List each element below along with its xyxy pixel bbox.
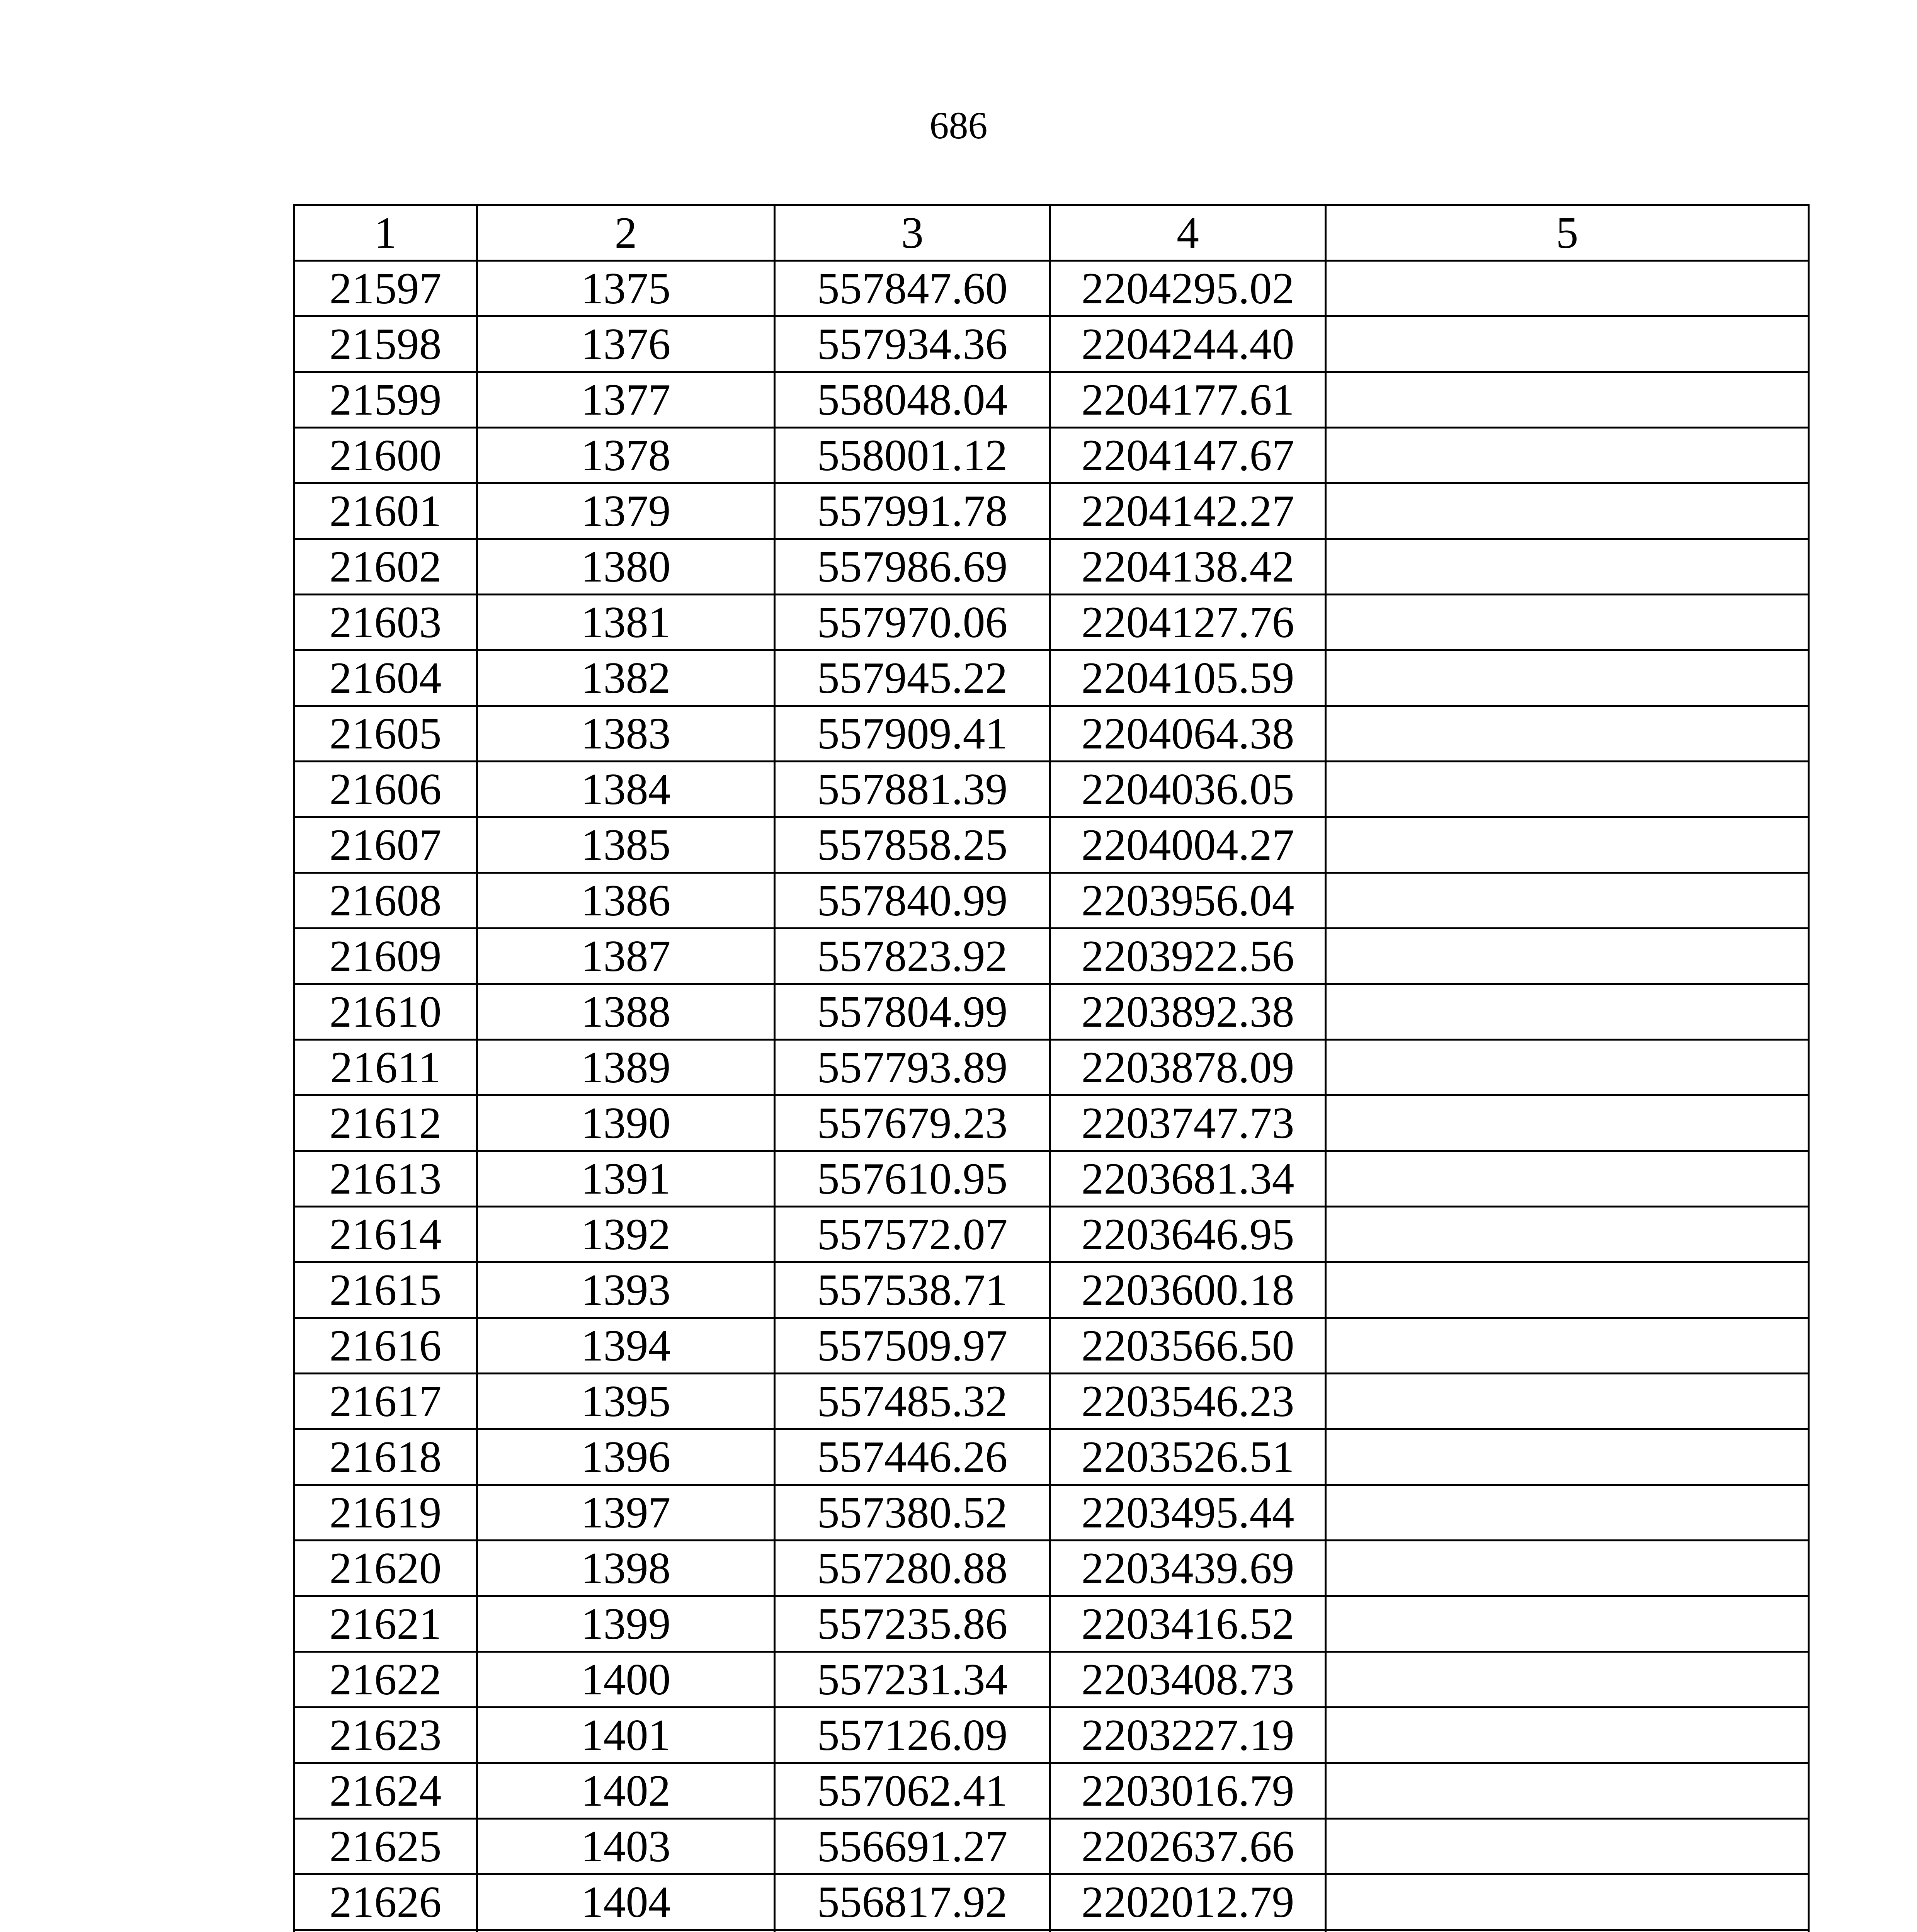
table-row bbox=[294, 1318, 1809, 1374]
table-cell-col-4: 2203495.44 bbox=[1050, 1485, 1326, 1541]
table-cell-col-2: 1378 bbox=[477, 428, 775, 483]
table-cell-col-4: 2204147.67 bbox=[1050, 428, 1326, 483]
table-cell-col-5 bbox=[1326, 650, 1809, 706]
table-cell-col-1: 21626 bbox=[294, 1874, 477, 1930]
table-cell-col-3: 557991.78 bbox=[775, 483, 1050, 539]
table-cell-col-5 bbox=[1326, 428, 1809, 483]
table-cell-col-3: 557909.41 bbox=[775, 706, 1050, 762]
table-cell-col-5 bbox=[1326, 483, 1809, 539]
table-cell-col-2: 1391 bbox=[477, 1151, 775, 1207]
table-cell-col-5 bbox=[1326, 817, 1809, 873]
table-cell-col-2: 1397 bbox=[477, 1485, 775, 1541]
table-cell-col-2: 1375 bbox=[477, 261, 775, 316]
table-cell-col-3: 557280.88 bbox=[775, 1541, 1050, 1596]
table-row bbox=[294, 595, 1809, 650]
table-cell-col-2: 1385 bbox=[477, 817, 775, 873]
table-cell-col-1: 21603 bbox=[294, 595, 477, 650]
table-row bbox=[294, 1652, 1809, 1708]
table-row bbox=[294, 1429, 1809, 1485]
table-cell-col-2: 1376 bbox=[477, 316, 775, 372]
table-row bbox=[294, 1151, 1809, 1207]
table-cell-col-3: 557679.23 bbox=[775, 1095, 1050, 1151]
table-cell-col-2: 1404 bbox=[477, 1874, 775, 1930]
table-cell-col-3: 557231.34 bbox=[775, 1652, 1050, 1708]
table-row bbox=[294, 1262, 1809, 1318]
table-cell-col-4: 2204295.02 bbox=[1050, 261, 1326, 316]
table-cell-col-5 bbox=[1326, 762, 1809, 817]
table-cell-col-2: 1403 bbox=[477, 1819, 775, 1874]
table-cell-col-4: 2204105.59 bbox=[1050, 650, 1326, 706]
table-cell-col-3: 557062.41 bbox=[775, 1763, 1050, 1819]
table-cell-col-4: 2203646.95 bbox=[1050, 1207, 1326, 1262]
table-cell-col-3: 557610.95 bbox=[775, 1151, 1050, 1207]
table-row bbox=[294, 539, 1809, 595]
table-cell-col-5 bbox=[1326, 1207, 1809, 1262]
table-cell-col-2: 1382 bbox=[477, 650, 775, 706]
table-cell-col-3: 558001.12 bbox=[775, 428, 1050, 483]
table-cell-col-5 bbox=[1326, 706, 1809, 762]
table-cell-col-4: 2203747.73 bbox=[1050, 1095, 1326, 1151]
table-cell-col-1: 21622 bbox=[294, 1652, 477, 1708]
table-cell-col-5 bbox=[1326, 372, 1809, 428]
table-cell-col-4: 2203526.51 bbox=[1050, 1429, 1326, 1485]
table-cell-col-3: 557840.99 bbox=[775, 873, 1050, 929]
table-cell-col-1: 21623 bbox=[294, 1708, 477, 1763]
table-cell-col-1: 21604 bbox=[294, 650, 477, 706]
table-cell-col-3: 557970.06 bbox=[775, 595, 1050, 650]
table-cell-col-5 bbox=[1326, 1485, 1809, 1541]
table-cell-col-5 bbox=[1326, 1040, 1809, 1095]
table-cell-col-5 bbox=[1326, 1095, 1809, 1151]
table-cell-col-4: 2204127.76 bbox=[1050, 595, 1326, 650]
table-row bbox=[294, 1541, 1809, 1596]
table-cell-col-1: 21612 bbox=[294, 1095, 477, 1151]
table-cell-col-4: 2202012.79 bbox=[1050, 1874, 1326, 1930]
table-cell-col-2: 1395 bbox=[477, 1374, 775, 1429]
table-row bbox=[294, 873, 1809, 929]
table-cell-col-2 bbox=[477, 1930, 775, 1932]
table-cell-col-4: 2204036.05 bbox=[1050, 762, 1326, 817]
table-cell-col-5 bbox=[1326, 316, 1809, 372]
table-cell-col-4: 2203439.69 bbox=[1050, 1541, 1326, 1596]
table-row bbox=[294, 428, 1809, 483]
table-cell-col-1: 21605 bbox=[294, 706, 477, 762]
column-header-1: 1 bbox=[294, 205, 477, 261]
table-cell-col-3: 557881.39 bbox=[775, 762, 1050, 817]
column-header-5: 5 bbox=[1326, 205, 1809, 261]
table-cell-col-1: 21621 bbox=[294, 1596, 477, 1652]
table-cell-col-3: 557446.26 bbox=[775, 1429, 1050, 1485]
table-cell-col-4: 2204138.42 bbox=[1050, 539, 1326, 595]
table-cell-col-2: 1399 bbox=[477, 1596, 775, 1652]
table-cell-col-4: 2203892.38 bbox=[1050, 984, 1326, 1040]
table-row bbox=[294, 1207, 1809, 1262]
table-cell-col-3: 557538.71 bbox=[775, 1262, 1050, 1318]
table-cell-col-5 bbox=[1326, 1708, 1809, 1763]
table-cell-col-5 bbox=[1326, 1374, 1809, 1429]
table-cell-col-5 bbox=[1326, 929, 1809, 984]
table-cell-col-3: 557126.09 bbox=[775, 1708, 1050, 1763]
column-header-3: 3 bbox=[775, 205, 1050, 261]
table-cell-col-1: 21619 bbox=[294, 1485, 477, 1541]
table-cell-col-4: 2203546.23 bbox=[1050, 1374, 1326, 1429]
table-cell-col-1: 21611 bbox=[294, 1040, 477, 1095]
table-cell-col-1: 21620 bbox=[294, 1541, 477, 1596]
table-cell-col-5 bbox=[1326, 1429, 1809, 1485]
table-cell-col-1: 21625 bbox=[294, 1819, 477, 1874]
table-cell-col-4: 2203600.18 bbox=[1050, 1262, 1326, 1318]
table-cell-col-3: 557823.92 bbox=[775, 929, 1050, 984]
table-cell-col-1: 21610 bbox=[294, 984, 477, 1040]
table-row bbox=[294, 1930, 1809, 1932]
table-cell-col-4: 2203956.04 bbox=[1050, 873, 1326, 929]
table-cell-col-5 bbox=[1326, 1541, 1809, 1596]
table-cell-col-1: 21613 bbox=[294, 1151, 477, 1207]
table-cell-col-5 bbox=[1326, 261, 1809, 316]
table-cell-col-2: 1390 bbox=[477, 1095, 775, 1151]
table-cell-col-5 bbox=[1326, 873, 1809, 929]
table-row bbox=[294, 261, 1809, 316]
table-cell-col-5 bbox=[1326, 1151, 1809, 1207]
table-cell-col-4: 2203566.50 bbox=[1050, 1318, 1326, 1374]
table-cell-col-2: 1386 bbox=[477, 873, 775, 929]
table-cell-col-2: 1398 bbox=[477, 1541, 775, 1596]
table-cell-col-2: 1393 bbox=[477, 1262, 775, 1318]
table-cell-col-1: 21624 bbox=[294, 1763, 477, 1819]
coordinates-table bbox=[293, 204, 1810, 1932]
table-cell-col-5 bbox=[1326, 1262, 1809, 1318]
table-cell-col-4: 2203681.34 bbox=[1050, 1151, 1326, 1207]
table-cell-col-1: 21607 bbox=[294, 817, 477, 873]
page-number: 686 bbox=[929, 104, 988, 147]
table-cell-col-5 bbox=[1326, 1874, 1809, 1930]
table-cell-col-2: 1401 bbox=[477, 1708, 775, 1763]
table-cell-col-2: 1396 bbox=[477, 1429, 775, 1485]
table-cell-col-5 bbox=[1326, 1763, 1809, 1819]
table-row bbox=[294, 1485, 1809, 1541]
table-cell-col-1: 21602 bbox=[294, 539, 477, 595]
table-cell-col-4: 2202637.66 bbox=[1050, 1819, 1326, 1874]
table-row bbox=[294, 1819, 1809, 1874]
table-cell-col-5 bbox=[1326, 1652, 1809, 1708]
table-cell-col-3 bbox=[775, 1930, 1050, 1932]
table-row bbox=[294, 1874, 1809, 1930]
table-cell-col-1: 21615 bbox=[294, 1262, 477, 1318]
column-header-4: 4 bbox=[1050, 205, 1326, 261]
table-row bbox=[294, 316, 1809, 372]
table-cell-col-1: 21618 bbox=[294, 1429, 477, 1485]
table-cell-col-3: 558048.04 bbox=[775, 372, 1050, 428]
table-cell-col-5 bbox=[1326, 1596, 1809, 1652]
table-cell-col-3: 557945.22 bbox=[775, 650, 1050, 706]
table-cell-col-4: 2203416.52 bbox=[1050, 1596, 1326, 1652]
table-body bbox=[294, 261, 1809, 1932]
table-cell-col-1: 21597 bbox=[294, 261, 477, 316]
table-row bbox=[294, 1596, 1809, 1652]
table-cell-col-3: 557934.36 bbox=[775, 316, 1050, 372]
table-cell-col-3: 557235.86 bbox=[775, 1596, 1050, 1652]
table-cell-col-4: 2204142.27 bbox=[1050, 483, 1326, 539]
table-row bbox=[294, 762, 1809, 817]
table-cell-col-2: 1394 bbox=[477, 1318, 775, 1374]
table-cell-col-2: 1380 bbox=[477, 539, 775, 595]
table-cell-col-2: 1381 bbox=[477, 595, 775, 650]
table-cell-col-3: 557485.32 bbox=[775, 1374, 1050, 1429]
table-cell-col-4: 2204244.40 bbox=[1050, 316, 1326, 372]
table-cell-col-2: 1379 bbox=[477, 483, 775, 539]
table-row bbox=[294, 483, 1809, 539]
table-cell-col-1: 21599 bbox=[294, 372, 477, 428]
table-row bbox=[294, 1040, 1809, 1095]
table-cell-col-3: 557793.89 bbox=[775, 1040, 1050, 1095]
table-cell-col-1: 21614 bbox=[294, 1207, 477, 1262]
table-cell-col-2: 1387 bbox=[477, 929, 775, 984]
table-row bbox=[294, 1095, 1809, 1151]
table-cell-col-4 bbox=[1050, 1930, 1326, 1932]
table-cell-col-1: 21598 bbox=[294, 316, 477, 372]
table-cell-col-3: 557804.99 bbox=[775, 984, 1050, 1040]
table-cell-col-5 bbox=[1326, 539, 1809, 595]
table-cell-col-3: 556691.27 bbox=[775, 1819, 1050, 1874]
table-cell-col-1: 21601 bbox=[294, 483, 477, 539]
table-cell-col-3: 557847.60 bbox=[775, 261, 1050, 316]
table-cell-col-1: 21617 bbox=[294, 1374, 477, 1429]
table-cell-col-3: 557858.25 bbox=[775, 817, 1050, 873]
table-cell-col-1: 21608 bbox=[294, 873, 477, 929]
table-cell-col-4: 2203227.19 bbox=[1050, 1708, 1326, 1763]
table-cell-col-3: 557986.69 bbox=[775, 539, 1050, 595]
table-cell-col-3: 557572.07 bbox=[775, 1207, 1050, 1262]
table-cell-col-5 bbox=[1326, 1819, 1809, 1874]
table-cell-col-2: 1388 bbox=[477, 984, 775, 1040]
table-cell-col-1: 21606 bbox=[294, 762, 477, 817]
table-cell-col-2: 1384 bbox=[477, 762, 775, 817]
column-header-2: 2 bbox=[477, 205, 775, 261]
header-row bbox=[294, 205, 1809, 261]
table-cell-col-5 bbox=[1326, 984, 1809, 1040]
table-row bbox=[294, 1374, 1809, 1429]
table-cell-col-4: 2203016.79 bbox=[1050, 1763, 1326, 1819]
table-cell-col-2: 1392 bbox=[477, 1207, 775, 1262]
table-cell-col-4: 2203922.56 bbox=[1050, 929, 1326, 984]
table-cell-col-2: 1400 bbox=[477, 1652, 775, 1708]
table-cell-col-3: 556817.92 bbox=[775, 1874, 1050, 1930]
table-cell-col-4: 2204004.27 bbox=[1050, 817, 1326, 873]
table-cell-col-3: 557509.97 bbox=[775, 1318, 1050, 1374]
table-cell-col-2: 1402 bbox=[477, 1763, 775, 1819]
table-cell-col-5 bbox=[1326, 1930, 1809, 1932]
table-cell-col-4: 2203408.73 bbox=[1050, 1652, 1326, 1708]
table-cell-col-1: 21600 bbox=[294, 428, 477, 483]
table-row bbox=[294, 706, 1809, 762]
table-cell-col-4: 2204064.38 bbox=[1050, 706, 1326, 762]
table-cell-col-1 bbox=[294, 1930, 477, 1932]
table-row bbox=[294, 372, 1809, 428]
table-cell-col-5 bbox=[1326, 595, 1809, 650]
table-row bbox=[294, 817, 1809, 873]
table-cell-col-2: 1389 bbox=[477, 1040, 775, 1095]
table-cell-col-2: 1377 bbox=[477, 372, 775, 428]
table-row bbox=[294, 1708, 1809, 1763]
table-header bbox=[294, 205, 1809, 261]
table-cell-col-4: 2203878.09 bbox=[1050, 1040, 1326, 1095]
table-row bbox=[294, 650, 1809, 706]
table-row bbox=[294, 984, 1809, 1040]
table-cell-col-1: 21616 bbox=[294, 1318, 477, 1374]
table-cell-col-4: 2204177.61 bbox=[1050, 372, 1326, 428]
table-cell-col-5 bbox=[1326, 1318, 1809, 1374]
table-row bbox=[294, 1763, 1809, 1819]
table-cell-col-3: 557380.52 bbox=[775, 1485, 1050, 1541]
table-cell-col-2: 1383 bbox=[477, 706, 775, 762]
table-cell-col-1: 21609 bbox=[294, 929, 477, 984]
table-row bbox=[294, 929, 1809, 984]
